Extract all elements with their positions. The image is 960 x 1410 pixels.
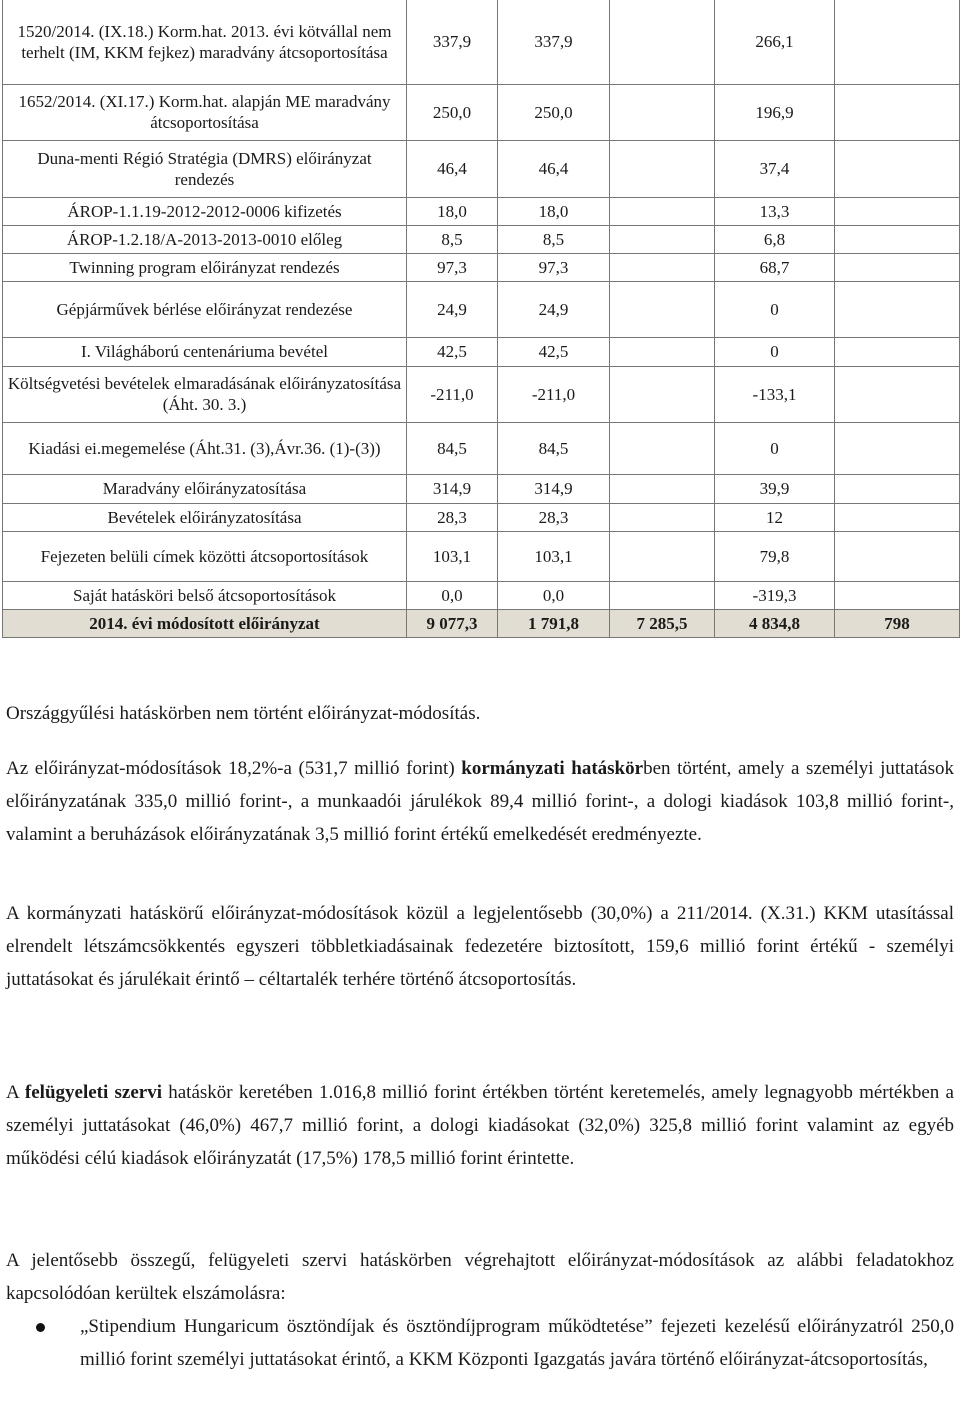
value-cell: 42,5 <box>498 337 610 366</box>
value-cell <box>835 422 960 474</box>
paragraph-text: Országgyűlési hatáskörben nem történt előirányzat-módosítás. <box>6 703 481 724</box>
table-total-row <box>3 609 960 637</box>
value-cell <box>835 281 960 337</box>
value-cell <box>610 0 715 84</box>
paragraph-text: A <box>6 1082 25 1103</box>
row-label-cell: Költségvetési bevételek elmaradásának előirányzatosítása (Áht. 30. 3.) <box>3 366 407 422</box>
bullet-list <box>0 1310 960 1376</box>
value-cell: 103,1 <box>498 531 610 581</box>
table-row <box>3 281 960 337</box>
value-cell: 18,0 <box>407 197 498 225</box>
value-cell <box>610 140 715 197</box>
table-row <box>3 337 960 366</box>
table-row <box>3 474 960 503</box>
value-cell: 103,1 <box>407 531 498 581</box>
table-row <box>3 503 960 531</box>
value-cell: 196,9 <box>715 84 835 140</box>
value-cell: 7 285,5 <box>610 609 715 637</box>
bold-term: kormányzati hatáskör <box>461 758 644 779</box>
value-cell: 6,8 <box>715 225 835 253</box>
value-cell: 0 <box>715 422 835 474</box>
value-cell: 9 077,3 <box>407 609 498 637</box>
value-cell <box>610 422 715 474</box>
value-cell: -133,1 <box>715 366 835 422</box>
value-cell: 13,3 <box>715 197 835 225</box>
table-row <box>3 581 960 609</box>
budget-modification-table <box>2 0 960 638</box>
table-row <box>3 140 960 197</box>
value-cell: -211,0 <box>407 366 498 422</box>
table-row <box>3 225 960 253</box>
row-label-cell: ÁROP-1.1.19-2012-2012-0006 kifizetés <box>3 197 407 225</box>
value-cell <box>610 503 715 531</box>
value-cell: 266,1 <box>715 0 835 84</box>
value-cell <box>835 0 960 84</box>
value-cell: 0,0 <box>407 581 498 609</box>
paragraph-government-authority <box>6 752 954 851</box>
paragraph-text: Az előirányzat-módosítások 18,2%-a (531,7 millió forint) <box>6 758 462 779</box>
value-cell: 798 <box>835 609 960 637</box>
paragraph-text: A kormányzati hatáskörű előirányzat-módosítások közül a legjelentősebb (30,0%) a 211/2014. (X.31.) KKM utasítással elrendelt létszámcsökkentés egyszeri többletkiadásainak fedezetére biztosított, 159,6 millió forint értékű - személyi juttatásokat és járulékait érintő – céltartalék terhére történő átcsoportosítás. <box>6 903 954 990</box>
value-cell <box>835 503 960 531</box>
value-cell: 46,4 <box>407 140 498 197</box>
paragraph-parliament <box>6 697 954 730</box>
value-cell: 314,9 <box>498 474 610 503</box>
row-label-cell: 1652/2014. (XI.17.) Korm.hat. alapján ME maradvány átcsoportosítása <box>3 84 407 140</box>
value-cell <box>835 197 960 225</box>
value-cell: 314,9 <box>407 474 498 503</box>
table-row <box>3 366 960 422</box>
value-cell: 24,9 <box>498 281 610 337</box>
value-cell <box>835 225 960 253</box>
value-cell: 18,0 <box>498 197 610 225</box>
value-cell <box>835 253 960 281</box>
paragraph-text: ben történt, amely a személyi juttatások előirányzatának 335,0 millió forint-, a munkaadói járulékok 89,4 millió forint-, a dologi kiadások 103,8 millió forint-, valamint a beruházások előirányzatának 3,5 millió forint értékű emelkedését eredményezte. <box>6 758 954 845</box>
value-cell <box>835 581 960 609</box>
value-cell: 28,3 <box>498 503 610 531</box>
table-row <box>3 253 960 281</box>
value-cell: 97,3 <box>498 253 610 281</box>
value-cell <box>835 337 960 366</box>
table-body <box>3 0 960 637</box>
value-cell <box>835 531 960 581</box>
value-cell <box>835 366 960 422</box>
row-label-cell: Gépjárművek bérlése előirányzat rendezése <box>3 281 407 337</box>
value-cell: 1 791,8 <box>498 609 610 637</box>
paragraph-most-significant <box>6 897 954 996</box>
value-cell <box>610 281 715 337</box>
value-cell <box>610 337 715 366</box>
row-label-cell: I. Világháború centenáriuma bevétel <box>3 337 407 366</box>
value-cell: 250,0 <box>407 84 498 140</box>
value-cell: 28,3 <box>407 503 498 531</box>
value-cell: 37,4 <box>715 140 835 197</box>
value-cell: -211,0 <box>498 366 610 422</box>
value-cell: 46,4 <box>498 140 610 197</box>
table-row <box>3 84 960 140</box>
table-row <box>3 531 960 581</box>
bullet-icon <box>36 1323 45 1332</box>
value-cell <box>610 253 715 281</box>
value-cell: 0,0 <box>498 581 610 609</box>
row-label-cell: Maradvány előirányzatosítása <box>3 474 407 503</box>
table-row <box>3 422 960 474</box>
value-cell: -319,3 <box>715 581 835 609</box>
value-cell <box>610 84 715 140</box>
value-cell: 337,9 <box>407 0 498 84</box>
row-label-cell: Twinning program előirányzat rendezés <box>3 253 407 281</box>
row-label-cell: 1520/2014. (IX.18.) Korm.hat. 2013. évi kötvállal nem terhelt (IM, KKM fejkez) maradvány átcsoportosítása <box>3 0 407 84</box>
value-cell: 12 <box>715 503 835 531</box>
row-label-cell: Kiadási ei.megemelése (Áht.31. (3),Ávr.36. (1)-(3)) <box>3 422 407 474</box>
paragraph-text: A jelentősebb összegű, felügyeleti szervi hatáskörben végrehajtott előirányzat-módosítások az alábbi feladatokhoz kapcsolódóan kerültek elszámolásra: <box>6 1250 954 1304</box>
value-cell: 8,5 <box>407 225 498 253</box>
row-label-cell: Bevételek előirányzatosítása <box>3 503 407 531</box>
row-label-cell: Saját hatásköri belső átcsoportosítások <box>3 581 407 609</box>
value-cell <box>610 225 715 253</box>
value-cell <box>835 84 960 140</box>
value-cell <box>835 140 960 197</box>
row-label-cell: 2014. évi módosított előirányzat <box>3 609 407 637</box>
value-cell: 68,7 <box>715 253 835 281</box>
table-row <box>3 0 960 84</box>
value-cell <box>610 474 715 503</box>
table-row <box>3 197 960 225</box>
row-label-cell: Duna-menti Régió Stratégia (DMRS) előirányzat rendezés <box>3 140 407 197</box>
value-cell: 84,5 <box>407 422 498 474</box>
value-cell: 97,3 <box>407 253 498 281</box>
paragraph-intro-list <box>6 1244 954 1310</box>
value-cell: 0 <box>715 337 835 366</box>
value-cell <box>835 474 960 503</box>
value-cell <box>610 581 715 609</box>
value-cell: 337,9 <box>498 0 610 84</box>
row-label-cell: Fejezeten belüli címek közötti átcsoportosítások <box>3 531 407 581</box>
value-cell: 4 834,8 <box>715 609 835 637</box>
value-cell: 42,5 <box>407 337 498 366</box>
paragraph-text: hatáskör keretében 1.016,8 millió forint értékben történt keretemelés, amely legnagyobb mértékben a személyi juttatásokat (46,0%) 467,7 millió forint, a dologi kiadásokat (32,0%) 325,8 millió forint valamint az egyéb működési célú kiadások előirányzatát (17,5%) 178,5 millió forint érintette. <box>6 1082 954 1169</box>
value-cell: 8,5 <box>498 225 610 253</box>
value-cell: 39,9 <box>715 474 835 503</box>
bold-term: felügyeleti szervi <box>24 1082 162 1103</box>
value-cell: 250,0 <box>498 84 610 140</box>
list-item-text: „Stipendium Hungaricum ösztöndíjak és ösztöndíjprogram működtetése” fejezeti kezelésű előirányzatról 250,0 millió forint személyi juttatásokat érintő, a KKM Központi Igazgatás javára történő előirányzat-átcsoportosítás, <box>80 1316 954 1370</box>
value-cell <box>610 366 715 422</box>
list-item <box>0 1310 960 1376</box>
value-cell <box>610 197 715 225</box>
value-cell: 79,8 <box>715 531 835 581</box>
value-cell: 84,5 <box>498 422 610 474</box>
value-cell: 24,9 <box>407 281 498 337</box>
value-cell: 0 <box>715 281 835 337</box>
value-cell <box>610 531 715 581</box>
paragraph-supervisory-authority <box>6 1076 954 1175</box>
row-label-cell: ÁROP-1.2.18/A-2013-2013-0010 előleg <box>3 225 407 253</box>
